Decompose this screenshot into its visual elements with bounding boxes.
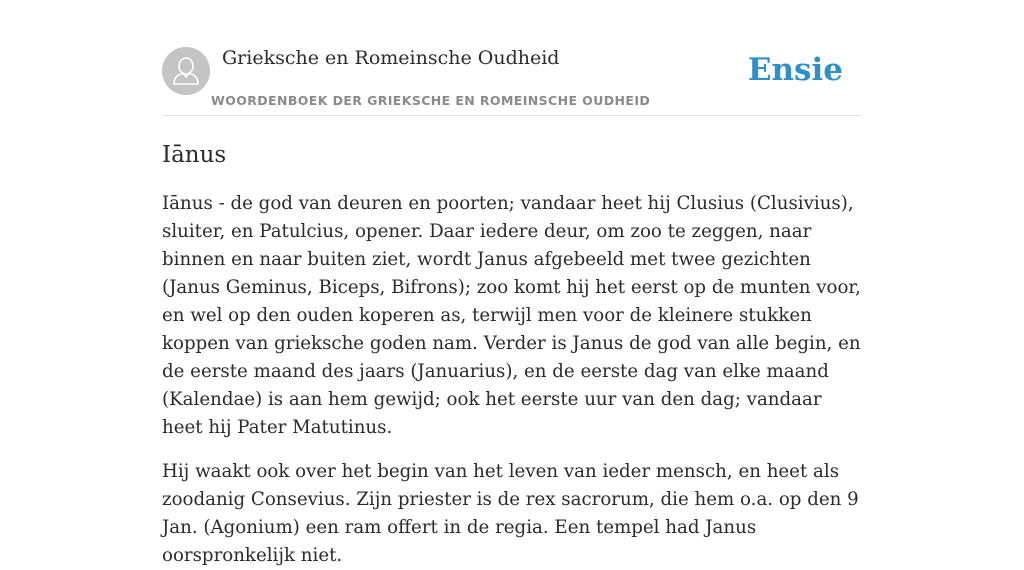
source-avatar[interactable] — [162, 47, 210, 95]
entry-header — [162, 46, 862, 116]
entry-title: Iānus — [162, 142, 227, 168]
ensie-logo-link[interactable]: Ensie — [747, 52, 843, 88]
entry-paragraph: Iānus - de god van deuren en poorten; vandaar heet hij Clusius (Clusivius), sluiter, en Patulcius, opener. Daar iedere deur, om zoo te zeggen, naar binnen en naar buiten ziet, wordt Janus afgebeeld met twee gezichten (Janus Geminus, Biceps, Bifrons); zoo komt hij het eerst op de munten voor, en wel op den ouden koperen as, terwijl men voor de kleinere stukken koppen van grieksche goden nam. Verder is Janus de god van alle begin, en de eerste maand des jaars (Januarius), en de eerste dag van elke maand (Kalendae) is aan hem gewijd; ook het eerste uur van den dag; vandaar heet hij Pater Matutinus. — [162, 193, 861, 438]
user-silhouette-icon — [162, 47, 210, 95]
entry-body — [162, 190, 862, 570]
page — [162, 0, 862, 570]
source-title[interactable]: Grieksche en Romeinsche Oudheid — [222, 47, 560, 69]
source-subtitle[interactable]: WOORDENBOEK DER GRIEKSCHE EN ROMEINSCHE OUDHEID — [211, 93, 651, 108]
entry-paragraph: Hij waakt ook over het begin van het leven van ieder mensch, en heet als zoodanig Consevius. Zijn priester is de rex sacrorum, die hem o.a. op den 9 Jan. (Agonium) een ram offert in de regia. Een tempel had Janus oorspronkelijk niet. — [162, 461, 859, 566]
